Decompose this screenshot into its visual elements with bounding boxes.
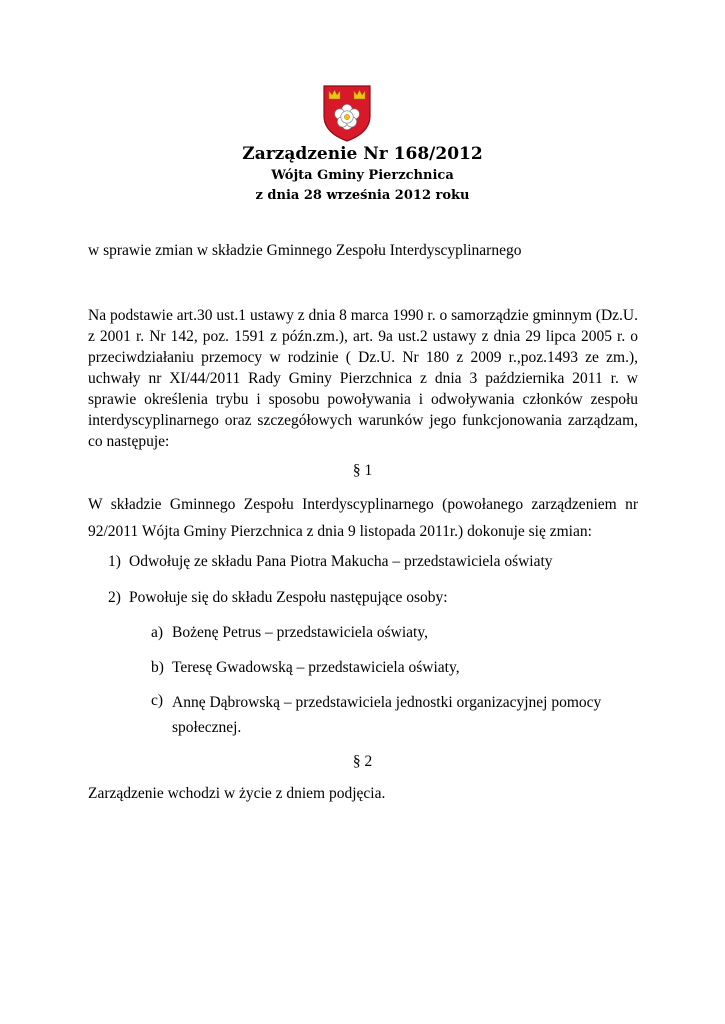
- sub-list-item-text-line1: Annę Dąbrowską – przedstawiciela jednostki organizacyjnej pomocy: [172, 694, 602, 711]
- sub-list-item-letter: c): [151, 692, 164, 709]
- coat-of-arms-icon: [322, 84, 372, 142]
- sub-list-item-text: Bożenę Petrus – przedstawiciela oświaty,: [172, 624, 428, 641]
- section-1-sign: § 1: [352, 462, 373, 479]
- list-item-number: 1): [108, 553, 121, 570]
- list-item-text: Powołuje się do składu Zespołu następujące osoby:: [129, 589, 448, 606]
- section-2-sign: § 2: [352, 753, 373, 770]
- closing-line: Zarządzenie wchodzi w życie z dniem podjęcia.: [88, 785, 386, 802]
- date-line: z dnia 28 września 2012 roku: [255, 188, 470, 203]
- issuer-line: Wójta Gminy Pierzchnica: [271, 168, 454, 183]
- section-1-intro: W składzie Gminnego Zespołu Interdyscyplinarnego (powołanego zarządzeniem nr 92/2011 Wójta Gminy Pierzchnica z dnia 9 listopada 2011r.) dokonuje się zmian:: [88, 496, 638, 540]
- subject-line: w sprawie zmian w składzie Gminnego Zespołu Interdyscyplinarnego: [88, 242, 522, 259]
- sub-list-item-letter: a): [151, 624, 164, 641]
- sub-list-item-text: [172, 690, 638, 740]
- sub-list-item-text: Teresę Gwadowską – przedstawiciela oświaty,: [172, 659, 460, 676]
- legal-basis-paragraph: Na podstawie art.30 ust.1 ustawy z dnia 8 marca 1990 r. o samorządzie gminnym (Dz.U. z 2001 r. Nr 142, poz. 1591 z późn.zm.), art. 9a ust.2 ustawy z dnia 29 lipca 2005 r. o przeciwdziałaniu przemocy w rodzinie ( Dz.U. Nr 180 z 2009 r.,poz.1493 ze zm.), uchwały nr XI/44/2011 Rady Gminy Pierzchnica z dnia 3 października 2011 r. w sprawie określenia trybu i sposobu powoływania i odwoływania członków zespołu interdyscyplinarnego oraz szczegółowych warunków jego funkcjonowania zarządzam, co następuje:: [88, 307, 638, 450]
- document-title: Zarządzenie Nr 168/2012: [242, 144, 483, 164]
- list-item-text: Odwołuję ze składu Pana Piotra Makucha – przedstawiciela oświaty: [129, 553, 553, 570]
- list-item-number: 2): [108, 589, 121, 606]
- sub-list-item-text-line2: społecznej.: [172, 719, 242, 736]
- sub-list-item-letter: b): [151, 659, 164, 676]
